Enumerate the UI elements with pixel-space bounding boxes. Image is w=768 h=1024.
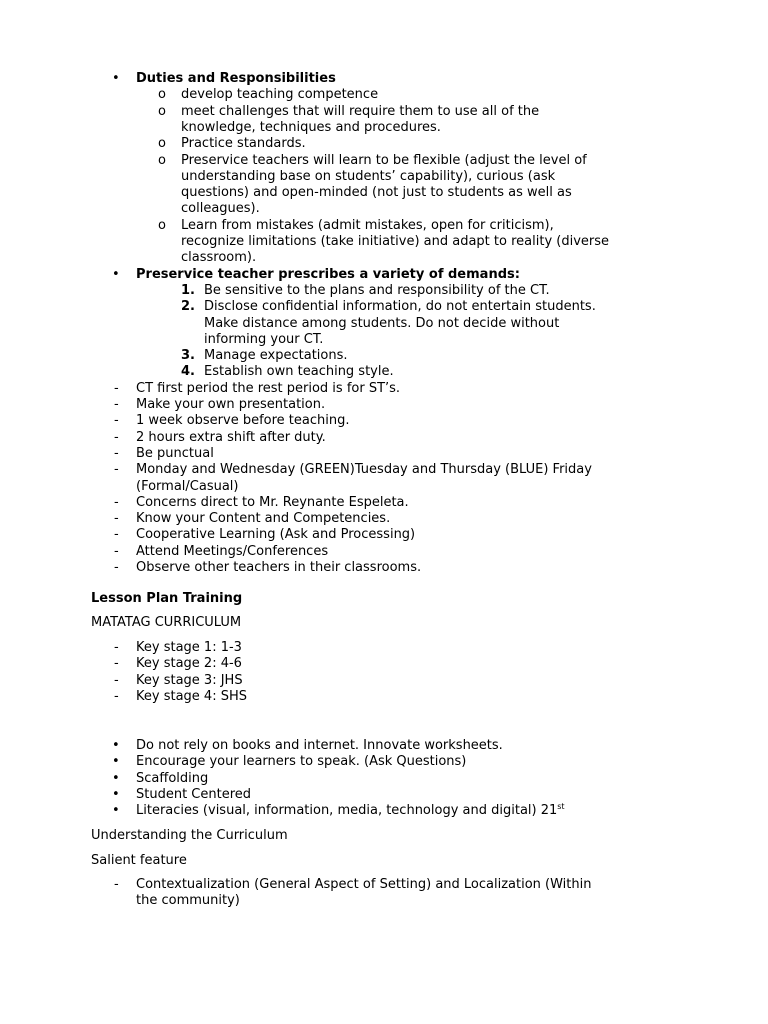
key-stage-item: Key stage 4: SHS: [136, 688, 247, 704]
dash-marker: -: [114, 494, 119, 510]
bullet-marker: •: [112, 266, 120, 282]
list-item-text: meet challenges that will require them to use all of the: [181, 103, 540, 119]
dash-marker: -: [114, 560, 119, 575]
list-item-text: questions) and open-minded (not just to students as well as: [181, 185, 572, 201]
numbered-marker: 1.: [181, 282, 195, 298]
list-item-text: classroom).: [181, 250, 257, 266]
dash-marker: -: [114, 445, 119, 461]
sub-bullet-marker: o: [158, 136, 166, 152]
list-item-text: understanding base on students’ capability), curious (ask: [181, 168, 556, 184]
rule-item-text: Cooperative Learning (Ask and Processing): [136, 527, 416, 543]
dash-marker: -: [114, 688, 119, 704]
numbered-marker: 3.: [181, 348, 195, 364]
tip-item: Literacies (visual, information, media, technology and digital) 21st: [136, 802, 565, 819]
superscript-suffix: st: [557, 802, 565, 812]
numbered-item-text: Disclose confidential information, do not entertain students.: [204, 299, 596, 315]
dash-marker: -: [114, 397, 119, 412]
list-item-text: Preservice teachers will learn to be flexible (adjust the level of: [181, 152, 587, 168]
feature-item-text: Contextualization (General Aspect of Setting) and Localization (Within: [136, 877, 592, 892]
rule-item-text: 1 week observe before teaching.: [136, 413, 350, 429]
dash-marker: -: [114, 511, 119, 527]
sub-bullet-marker: o: [158, 152, 166, 168]
tip-item: Do not rely on books and internet. Innovate worksheets.: [136, 738, 503, 753]
salient-feature-label: Salient feature: [91, 853, 187, 868]
rule-item-text: CT first period the rest period is for ST’s.: [136, 380, 401, 396]
numbered-item-text: informing your CT.: [204, 331, 324, 347]
dash-marker: -: [114, 527, 119, 543]
key-stage-item: Key stage 2: 4-6: [136, 656, 242, 672]
rule-item-text: Attend Meetings/Conferences: [136, 543, 329, 559]
rule-item-text: 2 hours extra shift after duty.: [136, 429, 326, 445]
dash-marker: -: [114, 672, 119, 688]
sub-bullet-marker: o: [158, 87, 166, 103]
numbered-item-text: Manage expectations.: [204, 348, 348, 364]
list-item-text: Practice standards.: [181, 136, 306, 152]
dash-marker: -: [114, 656, 119, 672]
numbered-marker: 4.: [181, 364, 195, 380]
numbered-item-text: Be sensitive to the plans and responsibility of the CT.: [204, 282, 550, 298]
curriculum-title: MATATAG CURRICULUM: [91, 615, 242, 630]
rule-item-text: Know your Content and Competencies.: [136, 511, 391, 527]
dash-marker: -: [114, 640, 119, 655]
list-item-text: develop teaching competence: [181, 87, 379, 103]
section-heading-demands: Preservice teacher prescribes a variety of demands:: [136, 266, 520, 282]
rule-item-text: Concerns direct to Mr. Reynante Espeleta.: [136, 494, 409, 510]
rule-item-text: Monday and Wednesday (GREEN)Tuesday and Thursday (BLUE) Friday: [136, 462, 592, 478]
sub-bullet-marker: o: [158, 217, 166, 233]
dash-marker: -: [114, 429, 119, 445]
dash-marker: -: [114, 380, 119, 396]
tip-item: Scaffolding: [136, 770, 209, 786]
dash-marker: -: [114, 462, 119, 478]
rule-item-text: (Formal/Casual): [136, 478, 239, 494]
list-item-text: knowledge, techniques and procedures.: [181, 119, 441, 135]
section-heading-lesson-plan: Lesson Plan Training: [91, 591, 243, 606]
bullet-marker: •: [112, 71, 120, 86]
sub-bullet-marker: o: [158, 103, 166, 119]
section-heading-understanding: Understanding the Curriculum: [91, 828, 288, 843]
dash-marker: -: [114, 543, 119, 559]
numbered-marker: 2.: [181, 299, 195, 315]
bullet-marker: •: [112, 754, 120, 770]
section-heading-duties: Duties and Responsibilities: [136, 71, 336, 86]
bullet-marker: •: [112, 786, 120, 802]
feature-item-text: the community): [136, 893, 240, 909]
rule-item-text: Be punctual: [136, 445, 214, 461]
key-stage-item: Key stage 3: JHS: [136, 672, 243, 688]
list-item-text: recognize limitations (take initiative) and adapt to reality (diverse: [181, 234, 610, 249]
numbered-item-text: Establish own teaching style.: [204, 364, 394, 380]
numbered-item-text: Make distance among students. Do not decide without: [204, 315, 560, 331]
bullet-marker: •: [112, 738, 120, 753]
list-item-text: Learn from mistakes (admit mistakes, open for criticism),: [181, 217, 554, 233]
rule-item-text: Make your own presentation.: [136, 397, 326, 412]
rule-item-text: Observe other teachers in their classrooms.: [136, 560, 422, 575]
dash-marker: -: [114, 877, 119, 892]
key-stage-item: Key stage 1: 1-3: [136, 640, 242, 655]
bullet-marker: •: [112, 803, 120, 819]
tip-item: Student Centered: [136, 786, 252, 802]
bullet-marker: •: [112, 770, 120, 786]
tip-item: Encourage your learners to speak. (Ask Questions): [136, 754, 467, 770]
list-item-text: colleagues).: [181, 201, 260, 217]
dash-marker: -: [114, 413, 119, 429]
